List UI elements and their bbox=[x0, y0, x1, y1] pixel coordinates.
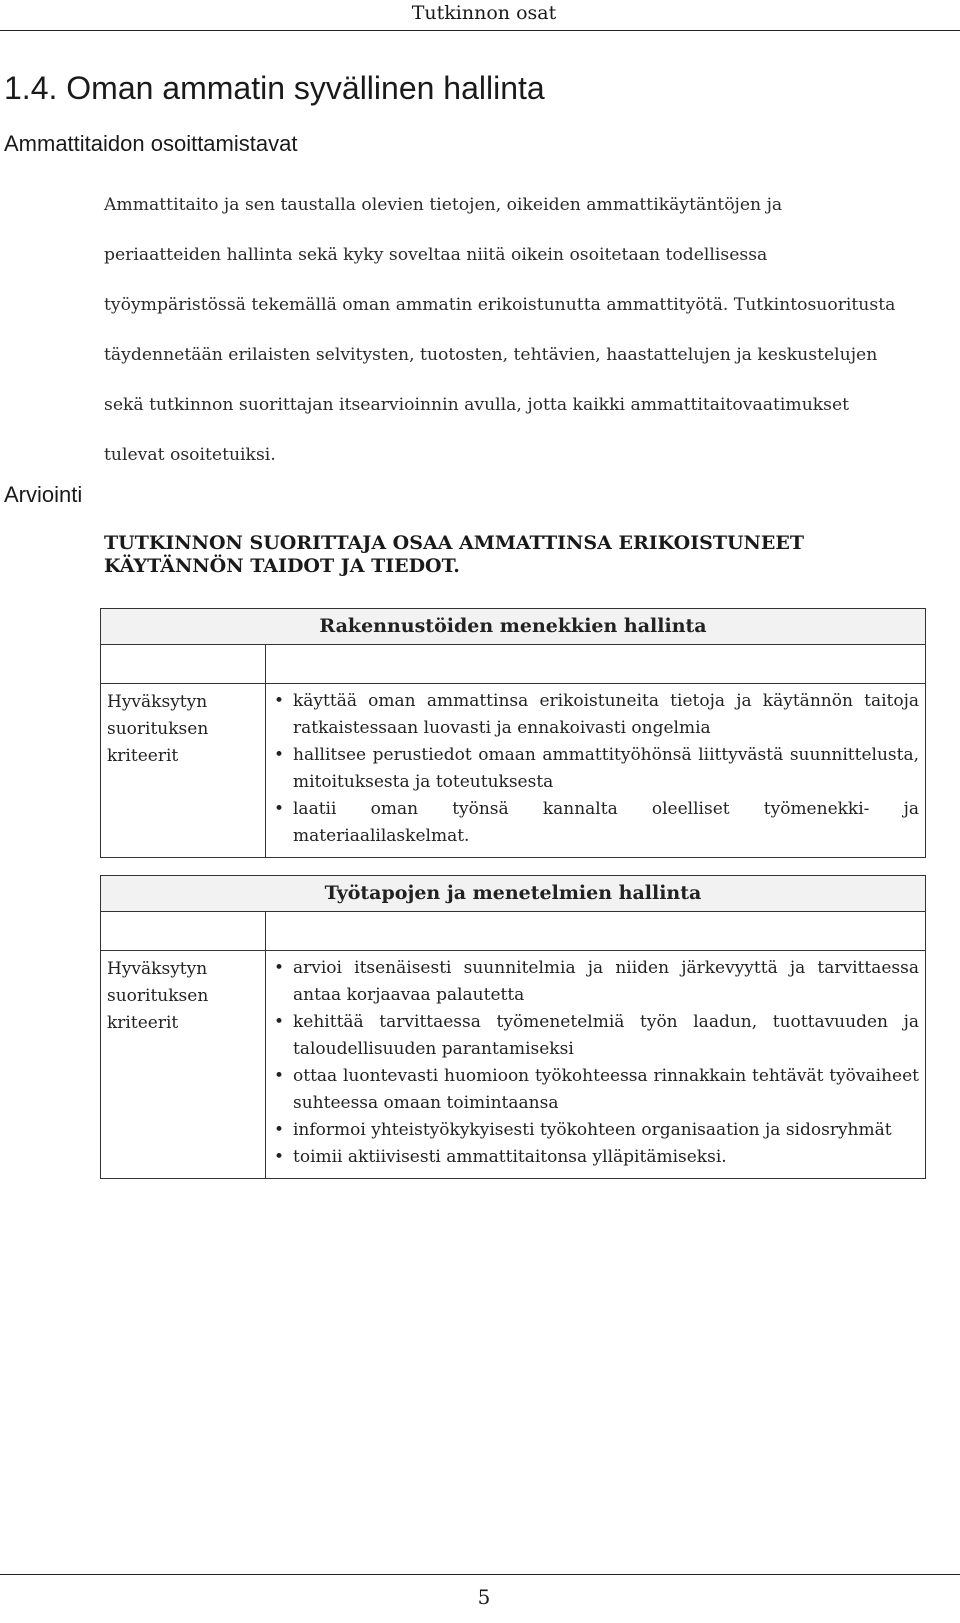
empty-cell bbox=[101, 912, 266, 951]
criteria-table-material-estimates bbox=[100, 608, 926, 858]
criteria-item: • informoi yhteistyökykyisesti työkohteen organisaation ja sidosryhmät bbox=[266, 1117, 919, 1144]
methods-paragraph: Ammattitaito ja sen taustalla olevien tietojen, oikeiden ammattikäytäntöjen ja periaatteiden hallinta sekä kyky soveltaa niitä oikein osoitetaan todellisessa työympäristössä tekemällä oman ammatin erikoistunutta ammattityötä. Tutkintosuoritusta täydennetään erilaisten selvitysten, tuotosten, tehtävien, haastattelujen ja keskustelujen sekä tutkinnon suorittajan itsearvioinnin avulla, jotta kaikki ammattitaitovaatimukset tulevat osoitetuiksi. bbox=[104, 195, 896, 465]
criteria-item: • laatii oman työnsä kannalta oleelliset työmenekki- ja materiaalilaskelmat. bbox=[266, 796, 919, 850]
criteria-item: • käyttää oman ammattinsa erikoistuneita tietoja ja käytännön taitoja ratkaistessaan luovasti ja ennakoivasti ongelmia bbox=[266, 688, 919, 742]
criteria-list bbox=[266, 955, 919, 1171]
criteria-label: Hyväksytyn suorituksen kriteerit bbox=[101, 951, 266, 1179]
criteria-item: • arvioi itsenäisesti suunnitelmia ja niiden järkevyyttä ja tarvittaessa antaa korjaavaa palautetta bbox=[266, 955, 919, 1009]
table-title: Rakennustöiden menekkien hallinta bbox=[101, 609, 926, 645]
criteria-cell bbox=[266, 951, 926, 1179]
table-title: Työtapojen ja menetelmien hallinta bbox=[101, 876, 926, 912]
criteria-item: • kehittää tarvittaessa työmenetelmiä työn laadun, tuottavuuden ja taloudellisuuden parantamiseksi bbox=[266, 1009, 919, 1063]
section-title: 1.4. Oman ammatin syvällinen hallinta bbox=[4, 70, 545, 106]
criteria-item: • ottaa luontevasti huomioon työkohteessa rinnakkain tehtävät työvaiheet suhteessa omaan toimintaansa bbox=[266, 1063, 919, 1117]
page-number: 5 bbox=[477, 1585, 491, 1609]
criteria-list bbox=[266, 688, 919, 850]
criteria-table-work-methods bbox=[100, 875, 926, 1179]
running-header bbox=[0, 0, 960, 31]
assessment-heading: Arviointi bbox=[4, 482, 83, 507]
criteria-item: • hallitsee perustiedot omaan ammattityöhönsä liittyvästä suunnittelusta, mitoituksesta ja toteutuksesta bbox=[266, 742, 919, 796]
criteria-label: Hyväksytyn suorituksen kriteerit bbox=[101, 684, 266, 858]
competence-statement: TUTKINNON SUORITTAJA OSAA AMMATTINSA ERIKOISTUNEET KÄYTÄNNÖN TAIDOT JA TIEDOT. bbox=[104, 532, 804, 577]
criteria-item: • toimii aktiivisesti ammattitaitonsa ylläpitämiseksi. bbox=[266, 1144, 919, 1171]
page-footer bbox=[0, 1574, 960, 1619]
running-header-title: Tutkinnon osat bbox=[411, 2, 557, 24]
empty-cell bbox=[101, 645, 266, 684]
empty-cell bbox=[266, 645, 926, 684]
methods-heading: Ammattitaidon osoittamistavat bbox=[4, 131, 298, 156]
criteria-cell bbox=[266, 684, 926, 858]
empty-cell bbox=[266, 912, 926, 951]
